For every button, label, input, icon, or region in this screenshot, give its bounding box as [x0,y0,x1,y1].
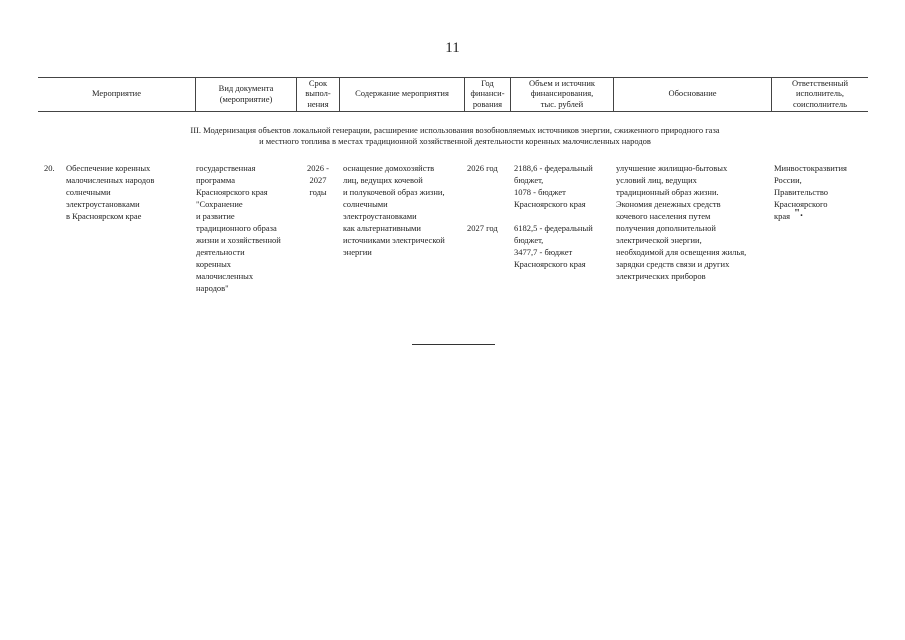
row-funding-2027: 6182,5 - федеральный бюджет, 3477,7 - бюджет Красноярского края [514,223,593,269]
end-of-document-rule [412,344,495,345]
row-responsible: Минвостокразвития России, Правительство Красноярского края [774,163,847,221]
closing-quote-mark: ". [794,207,803,219]
header-funding-year: Год финанси- рования [470,77,505,109]
header-term: Срок выпол- нения [305,77,331,109]
row-measure: Обеспечение коренных малочисленных народов солнечными электроустановками в Красноярском крае [66,163,155,221]
header-justification: Обоснование [668,88,717,99]
row-term: 2026 - 2027 годы [307,163,329,197]
header-responsible: Ответственный исполнитель, соисполнитель [792,77,848,109]
section-title: III. Модернизация объектов локальной генерации, расширение использования возобновляемых источников энергии, сжиженного природного газа и местного топлива в местах традиционной хозяйственной деятельности коренных малочисленных народов [190,125,720,146]
row-funding-2026: 2188,6 - федеральный бюджет, 1078 - бюджет Красноярского края [514,163,593,209]
table-header-bottom-rule [38,111,868,112]
row-year-2027: 2027 год [467,223,498,233]
header-funding-volume: Объем и источник финансирования, тыс. рублей [528,77,596,109]
row-number: 20. [44,163,55,173]
row-justification: улучшение жилищно-бытовых условий лиц, ведущих традиционный образ жизни. Экономия денежных средств кочевого населения путем получения дополнительной электрической энергии, необходимой для освещения жилья, зарядки средств связи и других электрических приборов [616,163,747,281]
header-document-type: Вид документа (мероприятие) [218,83,274,104]
page-number: 11 [445,40,460,56]
row-document: государственная программа Красноярского края "Сохранение и развитие традиционного образа жизни и хозяйственной деятельности коренных малочисленных народов" [196,163,281,293]
row-year-2026: 2026 год [467,163,498,173]
row-content: оснащение домохозяйств лиц, ведущих кочевой и полукочевой образ жизни, солнечными электроустановками как альтернативными источниками электрической энергии [343,163,445,257]
header-content: Содержание мероприятия [355,88,449,99]
header-measure: Мероприятие [91,88,141,99]
